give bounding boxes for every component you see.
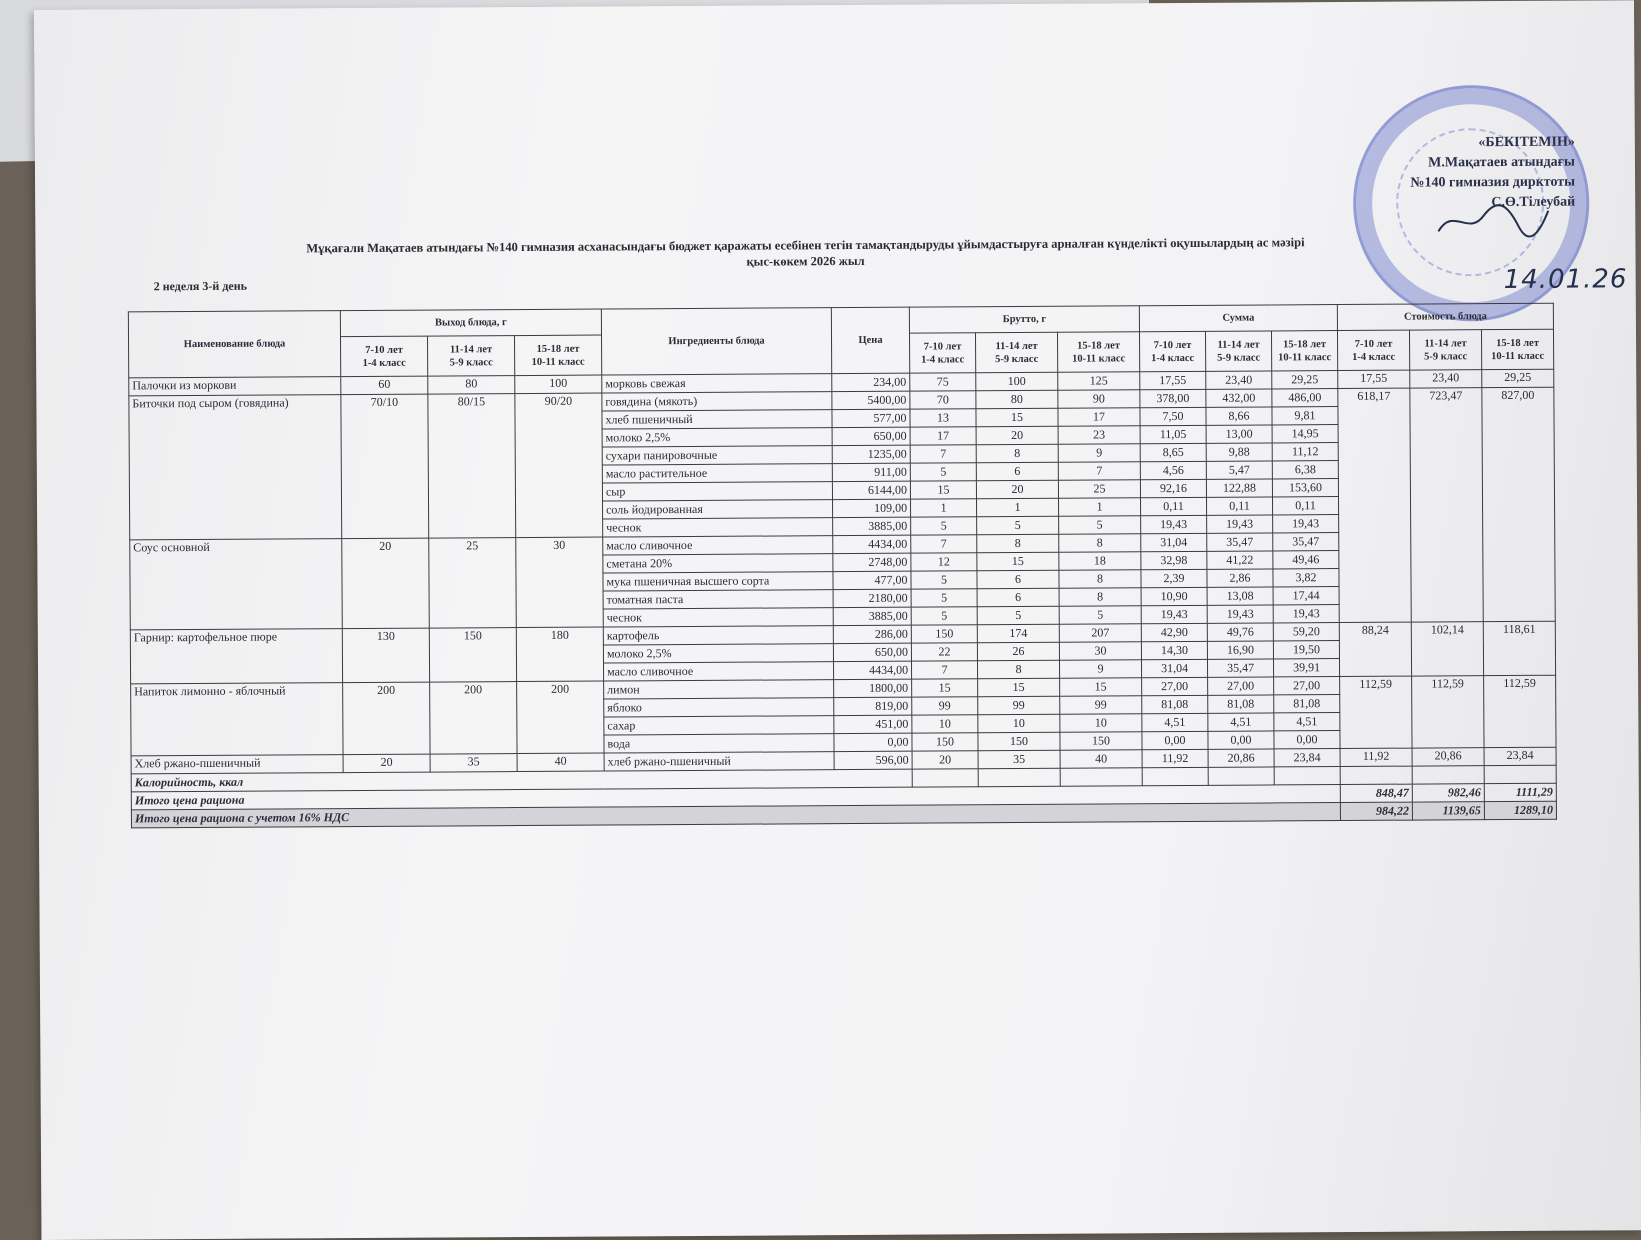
ingredient-brutto: 13 (910, 409, 976, 427)
dish-output: 180 (516, 627, 603, 682)
ingredient-sum: 0,00 (1142, 731, 1208, 749)
ingredient-brutto: 150 (912, 733, 978, 751)
ingredient-brutto: 15 (1060, 678, 1142, 697)
dish-name: Соус основной (130, 539, 343, 630)
dish-cost: 29,25 (1482, 369, 1554, 387)
ingredient-brutto: 10 (912, 715, 978, 733)
ingredient-brutto: 5 (1059, 516, 1141, 535)
ingredient-name: сухари панировочные (602, 446, 832, 465)
ingredient-price: 286,00 (833, 625, 911, 643)
dish-output: 200 (517, 681, 604, 754)
ingredient-sum: 81,08 (1142, 695, 1208, 713)
dish-output: 200 (430, 682, 517, 755)
approval-line: №140 гимназия дирктоты (1410, 174, 1576, 191)
ingredient-sum: 59,20 (1273, 623, 1339, 641)
ingredient-name: лимон (604, 680, 834, 699)
header-dish: Наименование блюда (128, 311, 340, 378)
ingredient-name: соль йодированная (603, 500, 833, 519)
ingredient-brutto: 9 (1059, 660, 1141, 679)
ingredient-brutto: 8 (977, 534, 1059, 553)
ingredient-brutto: 23 (1058, 426, 1140, 445)
dish-output: 130 (342, 628, 429, 683)
header-sum-age-1: 11-14 лет 5-9 класс (1205, 331, 1271, 371)
ingredient-brutto: 15 (977, 552, 1059, 571)
ingredient-sum: 2,86 (1207, 569, 1273, 587)
header-cost: Стоимость блюда (1337, 303, 1553, 330)
ingredient-name: мука пшеничная высшего сорта (603, 572, 833, 591)
ingredient-brutto: 7 (910, 445, 976, 463)
ingredient-sum: 4,51 (1208, 713, 1274, 731)
dish-cost: 11,92 (1340, 748, 1412, 766)
ingredient-price: 577,00 (832, 409, 910, 427)
ingredient-brutto: 40 (1060, 750, 1142, 769)
header-sum-age-2: 15-18 лет 10-11 класс (1271, 331, 1337, 371)
ingredient-price: 4434,00 (833, 535, 911, 553)
ingredient-name: морковь свежая (602, 374, 832, 393)
ingredient-sum: 92,16 (1140, 479, 1206, 497)
dish-output: 20 (343, 754, 430, 773)
header-brutto: Брутто, г (909, 306, 1139, 333)
ingredient-sum: 19,43 (1141, 515, 1207, 533)
header-output: Выход блюда, г (340, 309, 601, 337)
ingredient-sum: 31,04 (1141, 533, 1207, 551)
approval-line: М.Мақатаев атындағы (1428, 154, 1576, 171)
ingredient-price: 819,00 (834, 697, 912, 715)
ingredient-sum: 0,00 (1274, 731, 1340, 749)
ingredient-brutto: 5 (911, 571, 977, 589)
ingredient-brutto: 80 (976, 390, 1058, 409)
ingredient-brutto: 18 (1059, 552, 1141, 571)
ingredient-sum: 19,43 (1141, 605, 1207, 623)
ingredient-sum: 27,00 (1274, 677, 1340, 695)
ingredient-sum: 49,76 (1207, 623, 1273, 641)
ingredient-sum: 11,12 (1272, 443, 1338, 461)
ingredient-name: масло растительное (602, 464, 832, 483)
ingredient-sum: 42,90 (1141, 623, 1207, 641)
handwritten-date: 14.01.26 (1503, 264, 1628, 296)
ingredient-sum: 81,08 (1208, 695, 1274, 713)
ingredient-sum: 19,50 (1273, 641, 1339, 659)
ingredient-price: 477,00 (833, 571, 911, 589)
dish-output: 90/20 (515, 393, 603, 538)
ingredient-brutto: 8 (1059, 534, 1141, 553)
dish-cost: 23,40 (1410, 370, 1482, 388)
total-row-value: 1111,29 (1484, 783, 1556, 801)
calories-cell (1208, 767, 1274, 785)
ingredient-brutto: 15 (912, 679, 978, 697)
calories-cell (912, 769, 978, 787)
dish-cost: 618,17 (1338, 388, 1411, 622)
ingredient-brutto: 99 (978, 696, 1060, 715)
ingredient-brutto: 17 (1058, 408, 1140, 427)
ingredient-price: 911,00 (832, 463, 910, 481)
ingredient-sum: 19,43 (1207, 605, 1273, 623)
ingredient-sum: 17,55 (1140, 371, 1206, 389)
ingredient-brutto: 30 (1059, 642, 1141, 661)
ingredient-brutto: 100 (976, 372, 1058, 391)
ingredient-name: чеснок (603, 608, 833, 627)
ingredient-price: 2748,00 (833, 553, 911, 571)
ingredient-brutto: 1 (977, 498, 1059, 517)
ingredient-brutto: 1 (911, 499, 977, 517)
ingredient-brutto: 174 (977, 624, 1059, 643)
document-title: Мұқағали Мақатаев атындағы №140 гимназия асханасындағы бюджет қаражаты есебінен тегін тамақтандыруды ұйымдастыруға арналған күнделікті оқушылардың ас мәзірі қыс-көкем 2026 жыл (306, 235, 1305, 269)
ingredient-brutto: 99 (1060, 696, 1142, 715)
ingredient-sum: 378,00 (1140, 389, 1206, 407)
calories-cell (1060, 768, 1142, 787)
ingredient-brutto: 15 (910, 481, 976, 499)
ingredient-brutto: 35 (978, 750, 1060, 769)
ingredient-sum: 14,30 (1141, 641, 1207, 659)
header-brutto-age-1: 11-14 лет 5-9 класс (975, 332, 1057, 373)
ingredient-brutto: 20 (976, 426, 1058, 445)
ingredient-name: масло сливочное (603, 536, 833, 555)
dish-cost: 23,84 (1484, 747, 1556, 765)
header-sum-age-0: 7-10 лет 1-4 класс (1139, 331, 1205, 371)
ingredient-name: яблоко (604, 698, 834, 717)
ingredient-sum: 0,00 (1208, 731, 1274, 749)
calories-cell (1340, 766, 1412, 784)
calories-cell (978, 768, 1060, 787)
dish-cost: 20,86 (1412, 748, 1484, 766)
ingredient-price: 5400,00 (832, 391, 910, 409)
ingredient-brutto: 6 (976, 462, 1058, 481)
dish-cost: 112,59 (1412, 676, 1484, 748)
ingredient-brutto: 25 (1058, 480, 1140, 499)
ingredient-price: 4434,00 (833, 661, 911, 679)
ingredient-sum: 432,00 (1206, 389, 1272, 407)
ingredient-sum: 8,66 (1206, 407, 1272, 425)
ingredient-brutto: 17 (910, 427, 976, 445)
ingredient-sum: 49,46 (1273, 551, 1339, 569)
header-cost-age-2: 15-18 лет 10-11 класс (1481, 329, 1553, 369)
ingredient-name: молоко 2,5% (603, 644, 833, 663)
ingredient-sum: 23,40 (1206, 371, 1272, 389)
ingredient-sum: 14,95 (1272, 425, 1338, 443)
ingredient-sum: 7,50 (1140, 407, 1206, 425)
dish-cost: 112,59 (1484, 675, 1556, 747)
ingredient-sum: 5,47 (1206, 461, 1272, 479)
ingredient-sum: 19,43 (1273, 515, 1339, 533)
ingredient-brutto: 22 (911, 643, 977, 661)
ingredient-price: 2180,00 (833, 589, 911, 607)
dish-cost: 118,61 (1483, 621, 1555, 675)
menu-table (128, 303, 1557, 829)
ingredient-brutto: 15 (976, 408, 1058, 427)
dish-name: Напиток лимонно - яблочный (131, 683, 343, 756)
ingredient-price: 3885,00 (833, 607, 911, 625)
ingredient-sum: 0,11 (1272, 497, 1338, 515)
ingredient-sum: 13,00 (1206, 425, 1272, 443)
ingredient-brutto: 150 (1060, 732, 1142, 751)
ingredient-sum: 19,43 (1273, 605, 1339, 623)
header-output-age-0: 7-10 лет 1-4 класс (341, 336, 428, 377)
dish-output: 40 (517, 753, 604, 772)
total-vat-row-label: Итого цена рациона с учетом 16% НДС (131, 803, 1340, 828)
ingredient-sum: 4,51 (1274, 713, 1340, 731)
ingredient-price: 451,00 (834, 715, 912, 733)
ingredient-brutto: 150 (978, 732, 1060, 751)
total-row-label: Итого цена рациона (131, 785, 1340, 810)
ingredient-name: хлеб ржано-пшеничный (604, 752, 834, 771)
ingredient-brutto: 20 (912, 751, 978, 769)
ingredient-brutto: 26 (977, 642, 1059, 661)
ingredient-name: сахар (604, 716, 834, 735)
ingredient-brutto: 90 (1058, 390, 1140, 409)
ingredient-sum: 81,08 (1274, 695, 1340, 713)
dish-name: Хлеб ржано-пшеничный (131, 755, 343, 774)
ingredient-sum: 4,51 (1142, 713, 1208, 731)
ingredient-sum: 39,91 (1273, 659, 1339, 677)
header-cost-age-0: 7-10 лет 1-4 класс (1337, 330, 1409, 370)
ingredient-brutto: 5 (1059, 606, 1141, 625)
ingredient-brutto: 125 (1058, 372, 1140, 391)
ingredient-sum: 16,90 (1207, 641, 1273, 659)
ingredient-name: вода (604, 734, 834, 753)
dish-output: 70/10 (341, 394, 429, 539)
ingredient-name: сыр (602, 482, 832, 501)
ingredient-sum: 19,43 (1207, 515, 1273, 533)
header-brutto-age-0: 7-10 лет 1-4 класс (909, 333, 975, 373)
header-brutto-age-2: 15-18 лет 10-11 класс (1057, 332, 1139, 373)
ingredient-sum: 4,56 (1140, 461, 1206, 479)
ingredient-brutto: 9 (1058, 444, 1140, 463)
dish-cost: 102,14 (1411, 622, 1483, 676)
ingredient-brutto: 20 (976, 480, 1058, 499)
ingredient-brutto: 8 (976, 444, 1058, 463)
ingredient-sum: 11,05 (1140, 425, 1206, 443)
ingredient-sum: 35,47 (1207, 659, 1273, 677)
ingredient-sum: 29,25 (1272, 371, 1338, 389)
header-output-age-2: 15-18 лет 10-11 класс (514, 335, 601, 376)
header-ingredients: Ингредиенты блюда (601, 308, 831, 375)
total-vat-row-value: 1139,65 (1412, 802, 1484, 820)
ingredient-price: 1235,00 (832, 445, 910, 463)
total-vat-row-value: 984,22 (1340, 802, 1412, 820)
dish-output: 25 (429, 538, 517, 629)
ingredient-brutto: 5 (911, 517, 977, 535)
ingredient-brutto: 8 (977, 660, 1059, 679)
document-page (34, 0, 1641, 1240)
ingredient-brutto: 207 (1059, 624, 1141, 643)
ingredient-price: 0,00 (834, 733, 912, 751)
dish-output: 60 (341, 376, 428, 395)
ingredient-sum: 32,98 (1141, 551, 1207, 569)
ingredient-brutto: 5 (911, 607, 977, 625)
ingredient-sum: 23,84 (1274, 749, 1340, 767)
dish-cost: 827,00 (1482, 387, 1555, 621)
ingredient-price: 3885,00 (833, 517, 911, 535)
dish-cost: 17,55 (1338, 370, 1410, 388)
ingredient-sum: 27,00 (1208, 677, 1274, 695)
dish-output: 35 (430, 754, 517, 773)
dish-name: Биточки под сыром (говядина) (129, 395, 342, 540)
ingredient-brutto: 7 (911, 535, 977, 553)
ingredient-sum: 27,00 (1142, 677, 1208, 695)
menu-day-label: 2 неделя 3-й день (153, 278, 248, 294)
ingredient-brutto: 8 (1059, 588, 1141, 607)
ingredient-brutto: 5 (911, 589, 977, 607)
dish-cost: 112,59 (1340, 676, 1412, 748)
ingredient-sum: 8,65 (1140, 443, 1206, 461)
header-cost-age-1: 11-14 лет 5-9 класс (1409, 330, 1481, 370)
ingredient-brutto: 150 (911, 625, 977, 643)
dish-output: 80/15 (428, 394, 516, 539)
ingredient-price: 234,00 (832, 373, 910, 391)
ingredient-sum: 9,81 (1272, 407, 1338, 425)
total-row-value: 982,46 (1412, 784, 1484, 802)
ingredient-sum: 9,88 (1206, 443, 1272, 461)
ingredient-name: хлеб пшеничный (602, 410, 832, 429)
ingredient-name: молоко 2,5% (602, 428, 832, 447)
calories-label: Калорийность, ккал (131, 769, 912, 792)
ingredient-name: картофель (603, 626, 833, 645)
ingredient-sum: 35,47 (1273, 533, 1339, 551)
ingredient-brutto: 5 (977, 516, 1059, 535)
ingredient-sum: 6,38 (1272, 461, 1338, 479)
ingredient-brutto: 1 (1059, 498, 1141, 517)
ingredient-name: масло сливочное (603, 662, 833, 681)
header-output-age-1: 11-14 лет 5-9 класс (427, 336, 514, 377)
total-vat-row-value: 1289,10 (1484, 801, 1556, 819)
ingredient-name: томатная паста (603, 590, 833, 609)
dish-output: 20 (342, 538, 430, 629)
ingredient-brutto: 5 (910, 463, 976, 481)
ingredient-sum: 3,82 (1273, 569, 1339, 587)
dish-name: Гарнир: картофельное пюре (130, 629, 342, 684)
ingredient-brutto: 6 (977, 588, 1059, 607)
ingredient-price: 6144,00 (832, 481, 910, 499)
ingredient-price: 650,00 (832, 427, 910, 445)
ingredient-brutto: 7 (911, 661, 977, 679)
calories-cell (1484, 765, 1556, 783)
header-price: Цена (831, 307, 909, 373)
dish-output: 150 (429, 628, 516, 683)
dish-output: 200 (343, 682, 430, 755)
ingredient-brutto: 5 (977, 606, 1059, 625)
ingredient-name: сметана 20% (603, 554, 833, 573)
ingredient-price: 1800,00 (834, 679, 912, 697)
ingredient-brutto: 8 (1059, 570, 1141, 589)
ingredient-sum: 20,86 (1208, 749, 1274, 767)
approval-line: С.Ө.Тілеубай (1491, 194, 1576, 211)
ingredient-brutto: 15 (978, 678, 1060, 697)
ingredient-brutto: 99 (912, 697, 978, 715)
ingredient-sum: 35,47 (1207, 533, 1273, 551)
ingredient-sum: 0,11 (1206, 497, 1272, 515)
ingredient-brutto: 70 (910, 391, 976, 409)
ingredient-sum: 11,92 (1142, 749, 1208, 767)
dish-cost: 88,24 (1339, 622, 1411, 676)
ingredient-sum: 31,04 (1141, 659, 1207, 677)
ingredient-price: 596,00 (834, 751, 912, 769)
ingredient-brutto: 6 (977, 570, 1059, 589)
ingredient-brutto: 10 (978, 714, 1060, 733)
ingredient-sum: 0,11 (1141, 497, 1207, 515)
dish-name: Палочки из моркови (129, 377, 341, 396)
ingredient-sum: 41,22 (1207, 551, 1273, 569)
approval-line: «БЕКІТЕМІН» (1478, 134, 1575, 151)
ingredient-price: 109,00 (833, 499, 911, 517)
calories-cell (1412, 766, 1484, 784)
ingredient-sum: 10,90 (1141, 587, 1207, 605)
ingredient-brutto: 7 (1058, 462, 1140, 481)
dish-cost: 723,47 (1410, 388, 1483, 622)
ingredient-brutto: 75 (910, 373, 976, 391)
ingredient-sum: 17,44 (1273, 587, 1339, 605)
ingredient-price: 650,00 (833, 643, 911, 661)
ingredient-sum: 2,39 (1141, 569, 1207, 587)
ingredient-sum: 13,08 (1207, 587, 1273, 605)
dish-output: 80 (428, 376, 515, 395)
ingredient-sum: 486,00 (1272, 389, 1338, 407)
ingredient-name: чеснок (603, 518, 833, 537)
dish-output: 30 (516, 537, 604, 628)
ingredient-sum: 122,88 (1206, 479, 1272, 497)
ingredient-brutto: 10 (1060, 714, 1142, 733)
header-sum: Сумма (1139, 305, 1337, 332)
calories-cell (1274, 767, 1340, 785)
total-row-value: 848,47 (1340, 784, 1412, 802)
ingredient-brutto: 12 (911, 553, 977, 571)
calories-cell (1142, 767, 1208, 785)
ingredient-name: говядина (мякоть) (602, 392, 832, 411)
ingredient-sum: 153,60 (1272, 479, 1338, 497)
dish-output: 100 (515, 375, 602, 394)
